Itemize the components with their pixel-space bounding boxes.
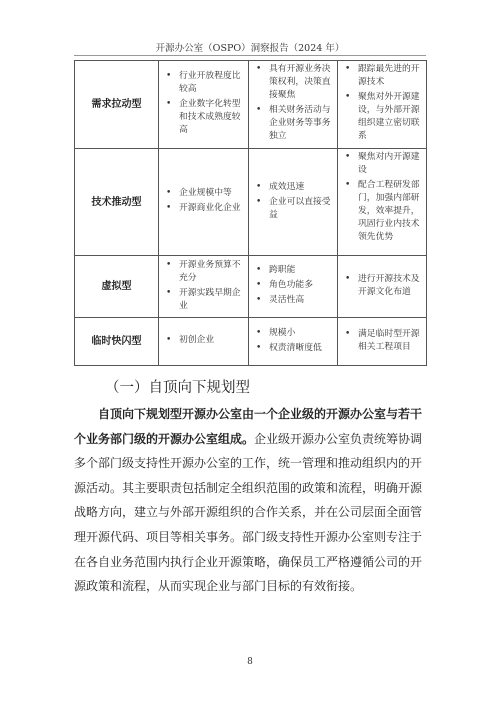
body-paragraph <box>74 402 430 599</box>
type-cell: 临时快闪型 <box>75 318 159 366</box>
list-item: • 角色功能多 <box>253 279 333 292</box>
paragraph-line: 理开源代码、项目等相关事务。部门级支持性开源办公室则专注于 <box>74 529 423 544</box>
features-cell <box>249 61 338 149</box>
paragraph-line: 自顶向下规划型开源办公室由一个企业级的开源办公室与若干 <box>98 407 423 421</box>
focus-cell <box>338 318 427 366</box>
conditions-cell <box>159 256 249 318</box>
paragraph-line: 在各自业务范围内执行企业开源策略，确保员工严格遵循公司的开 <box>74 554 423 569</box>
running-header: 开源办公室（OSPO）洞察报告（2024 年） <box>155 43 345 54</box>
paragraph-line: 源政策和流程，从而实现企业与部门目标的有效衔接。 <box>74 579 363 594</box>
focus-cell <box>338 149 427 256</box>
list-item: • 跨职能 <box>253 264 333 277</box>
ospo-type-table <box>74 60 427 366</box>
paragraph-line: 战略方向，建立与外部开源组织的合作关系，并在公司层面全面管 <box>74 505 423 520</box>
type-cell: 需求拉动型 <box>75 61 159 149</box>
list-item: • 跟踪最先进的开源技术 <box>342 63 422 89</box>
conditions-cell <box>159 61 249 149</box>
focus-cell <box>338 256 427 318</box>
list-item: • 企业规模中等 <box>163 187 244 200</box>
list-item: • 开源实践早期企业 <box>163 287 244 313</box>
list-item: • 相关财务活动与企业财务等事务独立 <box>253 104 333 143</box>
list-item: • 企业数字化转型和技术成熟度较高 <box>163 98 244 137</box>
list-item: • 进行开源技术及开源文化布道 <box>342 273 422 299</box>
header-divider <box>74 55 426 56</box>
list-item: • 聚焦对内开源建设 <box>342 151 422 177</box>
list-item: • 满足临时型开源相关工程项目 <box>342 328 422 354</box>
table-row <box>75 256 427 318</box>
features-cell <box>249 318 338 366</box>
conditions-cell <box>159 149 249 256</box>
list-item: • 企业可以直接受益 <box>253 196 333 222</box>
list-item: • 行业开放程度比较高 <box>163 70 244 96</box>
list-item: • 权责清晰度低 <box>253 342 333 355</box>
focus-cell <box>338 61 427 149</box>
list-item: • 配合工程研发部门，加强内部研发，效率提升，巩固行业内技术领先优势 <box>342 179 422 244</box>
section-heading: （一）自顶向下规划型 <box>105 380 250 396</box>
list-item: • 开源业务预算不充分 <box>163 259 244 285</box>
table-row <box>75 61 427 149</box>
list-item: • 规模小 <box>253 327 333 340</box>
table-row <box>75 318 427 366</box>
list-item: • 开源商业化企业 <box>163 202 244 215</box>
paragraph-line: 多个部门级支持性开源办公室的工作，统一管理和推动组织内的开 <box>74 456 423 471</box>
features-cell <box>249 149 338 256</box>
paragraph-text: 企业级开源办公室负责统筹协调 <box>254 431 423 446</box>
table-row <box>75 149 427 256</box>
list-item: • 成效迅速 <box>253 181 333 194</box>
list-item: • 灵活性高 <box>253 294 333 307</box>
paragraph-line <box>74 427 430 452</box>
conditions-cell <box>159 318 249 366</box>
paragraph-emphasis: 个业务部门级的开源办公室组成。 <box>74 431 255 446</box>
list-item: • 聚焦对外开源建设，与外部开源组织建立密切联系 <box>342 91 422 143</box>
type-cell: 技术推动型 <box>75 149 159 256</box>
list-item: • 具有开源业务决策权利，决策直接聚焦 <box>253 63 333 102</box>
page-number: 8 <box>247 657 253 667</box>
type-cell: 虚拟型 <box>75 256 159 318</box>
list-item: • 初创企业 <box>163 334 244 347</box>
features-cell <box>249 256 338 318</box>
paragraph-line: 源活动。其主要职责包括制定全组织范围的政策和流程，明确开源 <box>74 480 423 495</box>
